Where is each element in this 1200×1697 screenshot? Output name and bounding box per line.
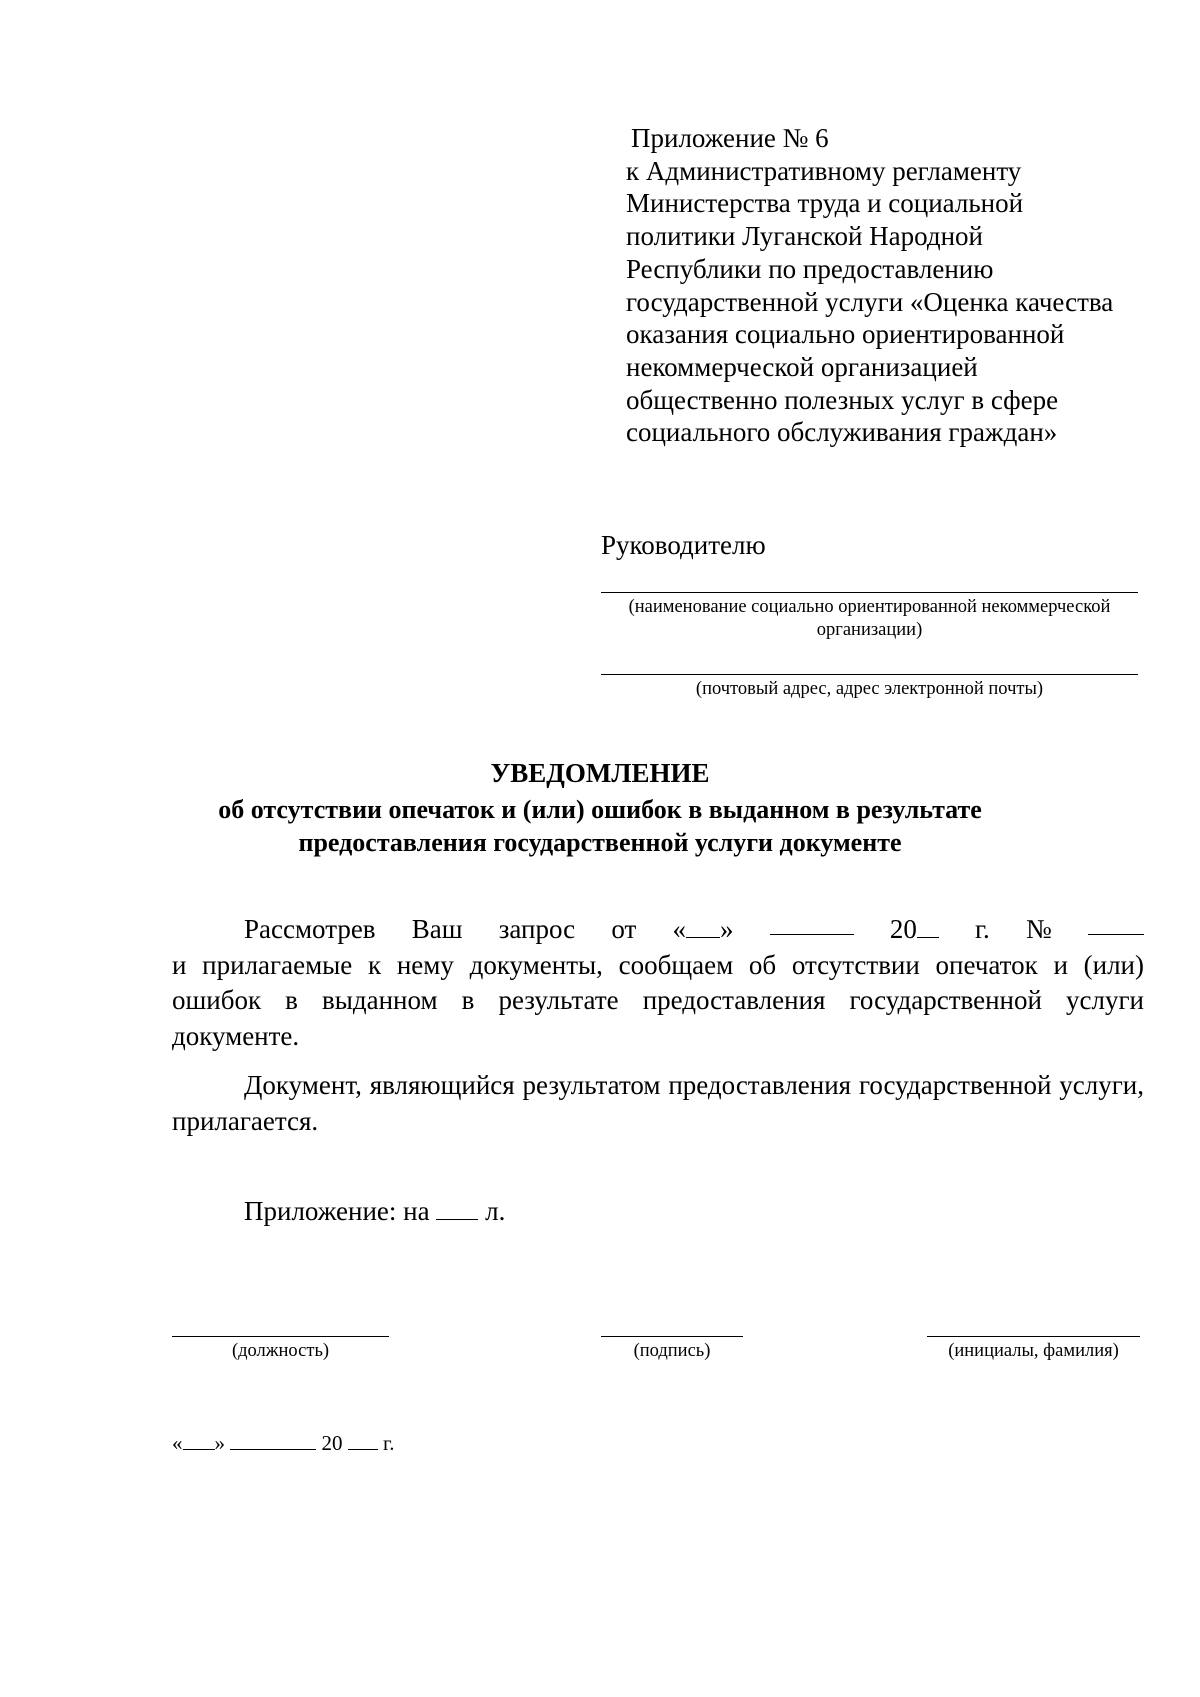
appendix-line: государственной услуги «Оценка качества: [626, 286, 1114, 317]
appendix-line: социального обслуживания граждан»: [626, 417, 1058, 448]
name-field-line: [927, 1336, 1140, 1337]
appendix-line: к Административному регламенту: [626, 155, 1022, 186]
addressee-label: Руководителю: [601, 530, 766, 560]
address-caption: (почтовый адрес, адрес электронной почты): [695, 679, 1044, 699]
paragraph-2-text: Документ, являющийся результатом предоставления государственной услуги, прилагается.: [172, 1070, 1144, 1136]
quote-open: «: [672, 914, 686, 944]
word: Рассмотрев: [244, 914, 376, 944]
year-prefix: 20: [321, 1431, 343, 1455]
request-reference-line: [172, 912, 1144, 948]
appendix-line: Приложение № 6: [631, 123, 829, 153]
appendix-line: оказания социально ориентированной: [626, 319, 1065, 350]
request-month-blank: [770, 912, 854, 935]
quote-open: «: [172, 1431, 183, 1455]
year-prefix: 20: [889, 914, 917, 944]
appendix-block: [626, 122, 1146, 449]
quote-close: »: [214, 1431, 225, 1455]
attachment-pages-blank: [436, 1197, 478, 1220]
paragraph-1: [172, 912, 1144, 1054]
blank-line: [917, 915, 939, 938]
blank-line: [686, 915, 720, 938]
attachment-suffix: л.: [485, 1196, 506, 1226]
appendix-line: Республики по предоставлению: [626, 253, 994, 284]
document-subtitle-line-2: предоставления государственной услуги документе: [298, 828, 902, 857]
appendix-line: Министерства труда и социальной: [626, 188, 1024, 219]
appendix-line: политики Луганской Народной: [626, 221, 983, 252]
position-caption: (должность): [231, 1341, 330, 1361]
request-day-field: [672, 912, 733, 948]
org-name-field-line: [601, 592, 1138, 593]
day-blank: [183, 1432, 215, 1450]
request-year-field: [890, 912, 939, 948]
month-blank: [230, 1432, 316, 1450]
word: запрос: [498, 914, 576, 944]
document-title: УВЕДОМЛЕНИЕ: [490, 758, 710, 788]
appendix-line: общественно полезных услуг в сфере: [626, 384, 1059, 415]
org-name-caption-line: (наименование социально ориентированной некоммерческой: [628, 597, 1111, 617]
paragraph-2: [172, 1068, 1144, 1139]
attachment-label: Приложение: на: [244, 1196, 430, 1226]
appendix-line: некоммерческой организацией: [626, 351, 978, 382]
signature-field-line: [601, 1336, 743, 1337]
request-number-blank: [1088, 912, 1144, 935]
number-sign: №: [1026, 914, 1052, 944]
year-suffix: г.: [383, 1431, 395, 1455]
org-name-caption: [601, 596, 1138, 642]
year-suffix: г.: [975, 914, 990, 944]
quote-close: »: [719, 914, 734, 944]
name-caption: (инициалы, фамилия): [948, 1341, 1119, 1361]
address-field-line: [601, 674, 1138, 675]
signature-caption: (подпись): [633, 1341, 711, 1361]
word: от: [611, 914, 637, 944]
signature-date-line: [172, 1431, 395, 1456]
word: Ваш: [411, 914, 463, 944]
paragraph-1-text: и прилагаемые к нему документы, сообщаем об отсутствии опечаток и (или) ошибок в выданном в результате предоставления государственной услуги документе.: [172, 949, 1144, 1051]
attachment-line: [244, 1196, 505, 1227]
position-field-line: [172, 1336, 389, 1337]
document-subtitle-line-1: об отсутствии опечаток и (или) ошибок в выданном в результате: [218, 795, 982, 824]
org-name-caption-line: организации): [816, 620, 923, 640]
year-blank: [348, 1432, 378, 1450]
